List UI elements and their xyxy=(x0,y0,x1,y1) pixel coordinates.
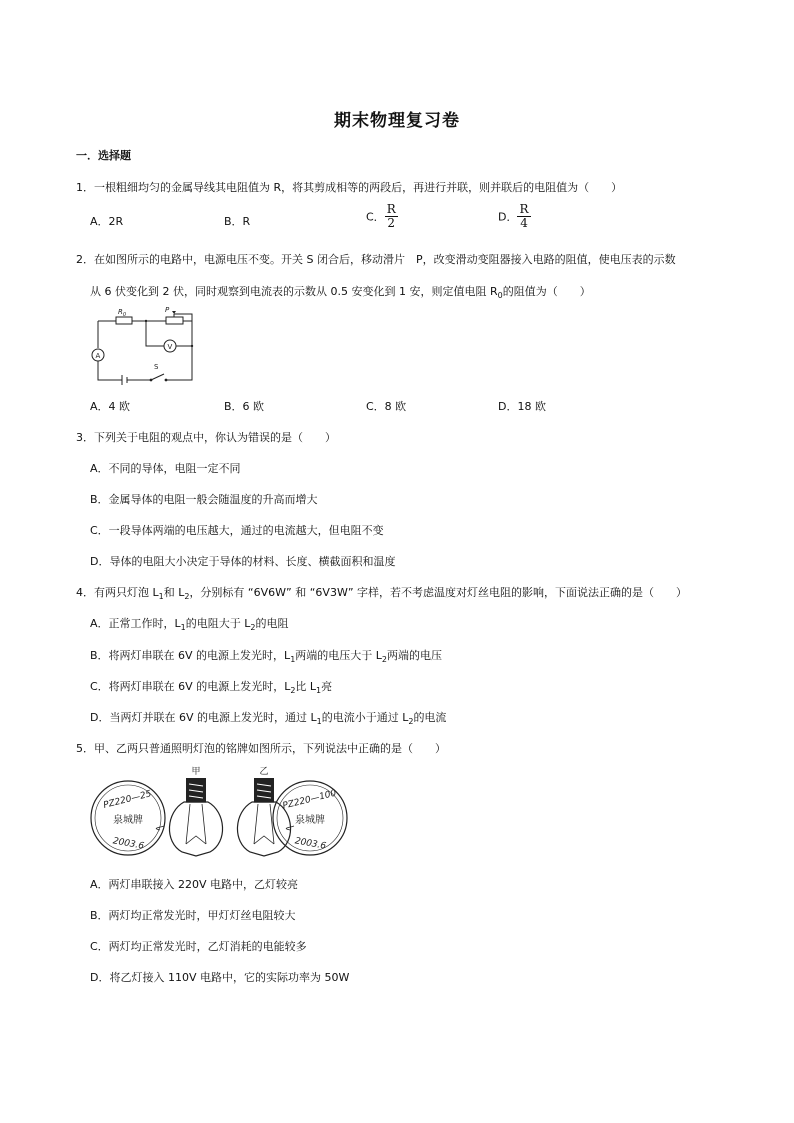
question-1-option-b: B．R xyxy=(224,215,251,228)
stem-text: 从 6 伏变化到 2 伏，同时观察到电流表的示数从 0.5 安变化到 1 安，则定值电阻 R xyxy=(90,285,498,298)
voltmeter-label: V xyxy=(167,343,173,351)
stem-text: 和 L xyxy=(163,586,185,599)
question-1-option-a: A．2R xyxy=(90,215,124,228)
ammeter-label: A xyxy=(95,352,101,360)
subscript: 1 xyxy=(158,592,164,602)
subscript: 2 xyxy=(250,623,256,633)
question-2-option-a: A．4 欧 xyxy=(90,400,131,413)
option-text: C．将两灯串联在 6V 的电源上发光时，L xyxy=(90,680,291,693)
section-heading: 一．选择题 xyxy=(76,149,131,162)
question-1-option-d xyxy=(498,203,531,230)
stem-text: 的阻值为（ ） xyxy=(502,285,591,298)
question-4-stem xyxy=(76,584,687,601)
option-text: 的电阻 xyxy=(255,617,289,630)
resistor-r0-label: $R_0$ xyxy=(118,308,127,318)
question-4-option-c xyxy=(90,678,332,695)
subscript: 1 xyxy=(316,717,322,727)
left-date: 2003.6 xyxy=(111,836,145,852)
question-5-option-c: C．两灯均正常发光时，乙灯消耗的电能较多 xyxy=(90,940,307,953)
question-1-option-c xyxy=(366,203,398,230)
switch-label: S xyxy=(154,363,159,371)
fraction-r-over-2 xyxy=(385,203,398,230)
option-text: 的电阻大于 L xyxy=(185,617,251,630)
question-4-option-a xyxy=(90,615,288,632)
question-5-option-d: D．将乙灯接入 110V 电路中，它的实际功率为 50W xyxy=(90,971,350,984)
page-title: 期末物理复习卷 xyxy=(334,111,460,131)
question-2-stem-line-2 xyxy=(90,283,591,300)
left-brand: 泉城牌 xyxy=(113,815,143,826)
subscript: 1 xyxy=(180,623,186,633)
question-4-option-d xyxy=(90,709,446,726)
fraction-r-over-4 xyxy=(517,203,530,230)
fraction-numerator: R xyxy=(386,202,396,216)
light-bulb-figure xyxy=(86,764,348,864)
question-5-stem: 5．甲、乙两只普通照明灯泡的铭牌如图所示，下列说法中正确的是（ ） xyxy=(76,742,446,755)
subscript: 2 xyxy=(381,655,388,665)
question-3-option-d: D．导体的电阻大小决定于导体的材料、长度、横截面积和温度 xyxy=(90,555,396,568)
label-yi: 乙 xyxy=(259,767,269,777)
slider-p-label: P xyxy=(165,306,170,314)
subscript: 2 xyxy=(408,717,414,727)
label-jia: 甲 xyxy=(191,767,201,777)
fraction-denominator: 4 xyxy=(520,216,528,230)
circuit-diagram xyxy=(86,303,200,385)
question-5-option-a: A．两灯串联接入 220V 电路中，乙灯较亮 xyxy=(90,878,299,891)
fraction-numerator: R xyxy=(519,202,529,216)
question-2-option-d: D．18 欧 xyxy=(498,400,546,413)
question-2-option-b: B．6 欧 xyxy=(224,400,265,413)
question-4-option-b xyxy=(90,647,442,664)
stem-text: ，分别标有 “6V6W” 和 “6V3W” 字样，若不考虑温度对灯丝电阻的影响，下面说法正确的是（ ） xyxy=(189,586,688,599)
subscript: 2 xyxy=(290,686,296,696)
option-text: A．正常工作时，L xyxy=(90,617,181,630)
question-2-option-c: C．8 欧 xyxy=(366,400,407,413)
right-date: 2003.6 xyxy=(293,836,327,852)
question-2-stem-line-1: 2．在如图所示的电路中，电源电压不变。开关 S 闭合后，移动滑片 P，改变滑动变阻器接入电路的阻值，使电压表的示数 xyxy=(76,253,676,266)
option-text: 的电流小于通过 L xyxy=(321,711,409,724)
option-text: 亮 xyxy=(321,680,333,693)
subscript: 1 xyxy=(316,686,322,696)
option-text: 两端的电压 xyxy=(387,649,443,662)
question-3-stem: 3．下列关于电阻的观点中，你认为错误的是（ ） xyxy=(76,431,336,444)
option-text: 两端的电压大于 L xyxy=(295,649,382,662)
question-5-option-b: B．两灯均正常发光时，甲灯灯丝电阻较大 xyxy=(90,909,296,922)
option-c-prefix: C． xyxy=(366,210,385,224)
subscript: 0 xyxy=(497,291,503,301)
right-brand: 泉城牌 xyxy=(295,815,325,826)
question-3-option-a: A．不同的导体，电阻一定不同 xyxy=(90,462,241,475)
right-rating: PZ220—100 xyxy=(281,788,338,812)
option-text: B．将两灯串联在 6V 的电源上发光时，L xyxy=(90,649,291,662)
fraction-denominator: 2 xyxy=(387,216,396,230)
question-3-option-b: B．金属导体的电阻一般会随温度的升高而增大 xyxy=(90,493,318,506)
left-rating: PZ220—25 xyxy=(102,789,153,811)
option-text: 的电流 xyxy=(413,711,447,724)
option-d-prefix: D． xyxy=(498,210,518,224)
question-3-option-c: C．一段导体两端的电压越大，通过的电流越大，但电阻不变 xyxy=(90,524,384,537)
stem-text: 4．有两只灯泡 L xyxy=(76,586,159,599)
option-text: D．当两灯并联在 6V 的电源上发光时，通过 L xyxy=(90,711,317,724)
question-1-stem: 1．一根粗细均匀的金属导线其电阻值为 R，将其剪成相等的两段后，再进行并联，则并联后的电阻值为（ ） xyxy=(76,181,623,194)
option-text: 比 L xyxy=(295,680,317,693)
subscript: 2 xyxy=(184,592,190,602)
subscript: 1 xyxy=(290,655,296,665)
